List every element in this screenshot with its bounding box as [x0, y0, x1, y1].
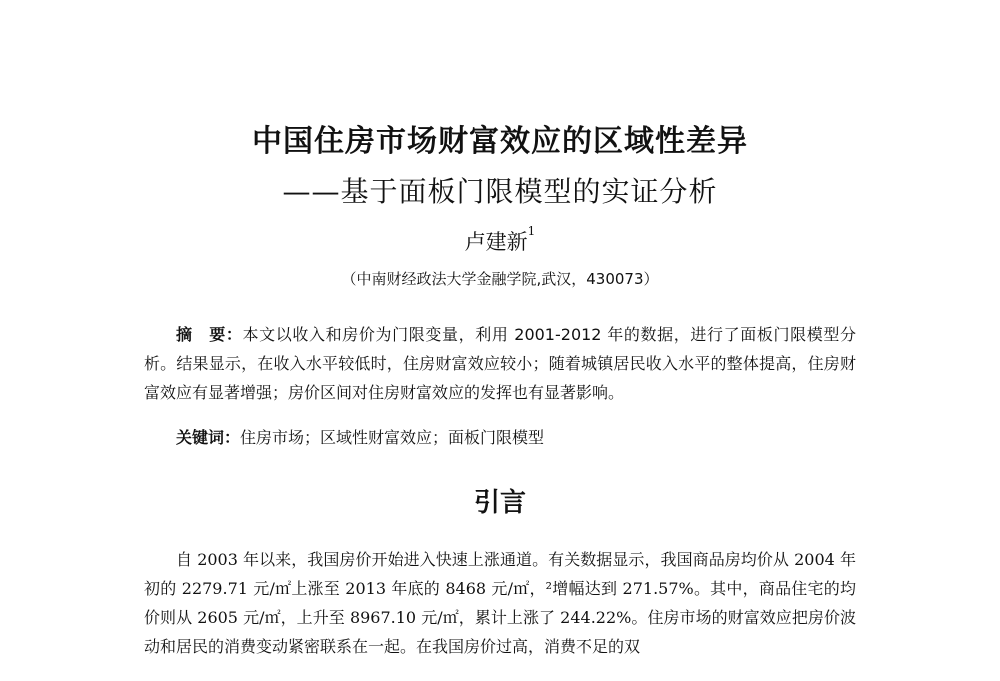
intro-paragraph: 自 2003 年以来，我国房价开始进入快速上涨通道。有关数据显示，我国商品房均价从 2004 年初的 2279.71 元/㎡上涨至 2013 年底的 8468 元/㎡，²增幅达到 271.57%。其中，商品住宅的均价则从 2605 元/㎡，上升至 8967.10 元/㎡，累计上涨了 244.22%。住房市场的财富效应把房价波动和居民的消费变动紧密联系在一起。在我国房价过高，消费不足的双	[144, 550, 856, 656]
keywords	[176, 423, 856, 452]
abstract	[144, 320, 856, 407]
keywords-label: 关键词：	[176, 428, 241, 447]
author-line	[0, 226, 1000, 256]
author-footnote-mark: 1	[527, 224, 536, 238]
abstract-text: 本文以收入和房价为门限变量，利用 2001-2012 年的数据，进行了面板门限模型分析。结果显示，在收入水平较低时，住房财富效应较小；随着城镇居民收入水平的整体提高，住房财富效应有显著增强；房价区间对住房财富效应的发挥也有显著影响。	[144, 325, 856, 402]
abstract-label: 摘 要：	[176, 325, 243, 344]
author-affiliation: （中南财经政法大学金融学院,武汉，430073）	[341, 270, 659, 288]
section-heading: 引言	[473, 488, 526, 518]
paper-title: 中国住房市场财富效应的区域性差异	[252, 124, 748, 159]
paper-subtitle: ——基于面板门限模型的实证分析	[282, 175, 718, 208]
keywords-text: 住房市场；区域性财富效应；面板门限模型	[240, 428, 545, 447]
author-name: 卢建新	[464, 230, 528, 254]
